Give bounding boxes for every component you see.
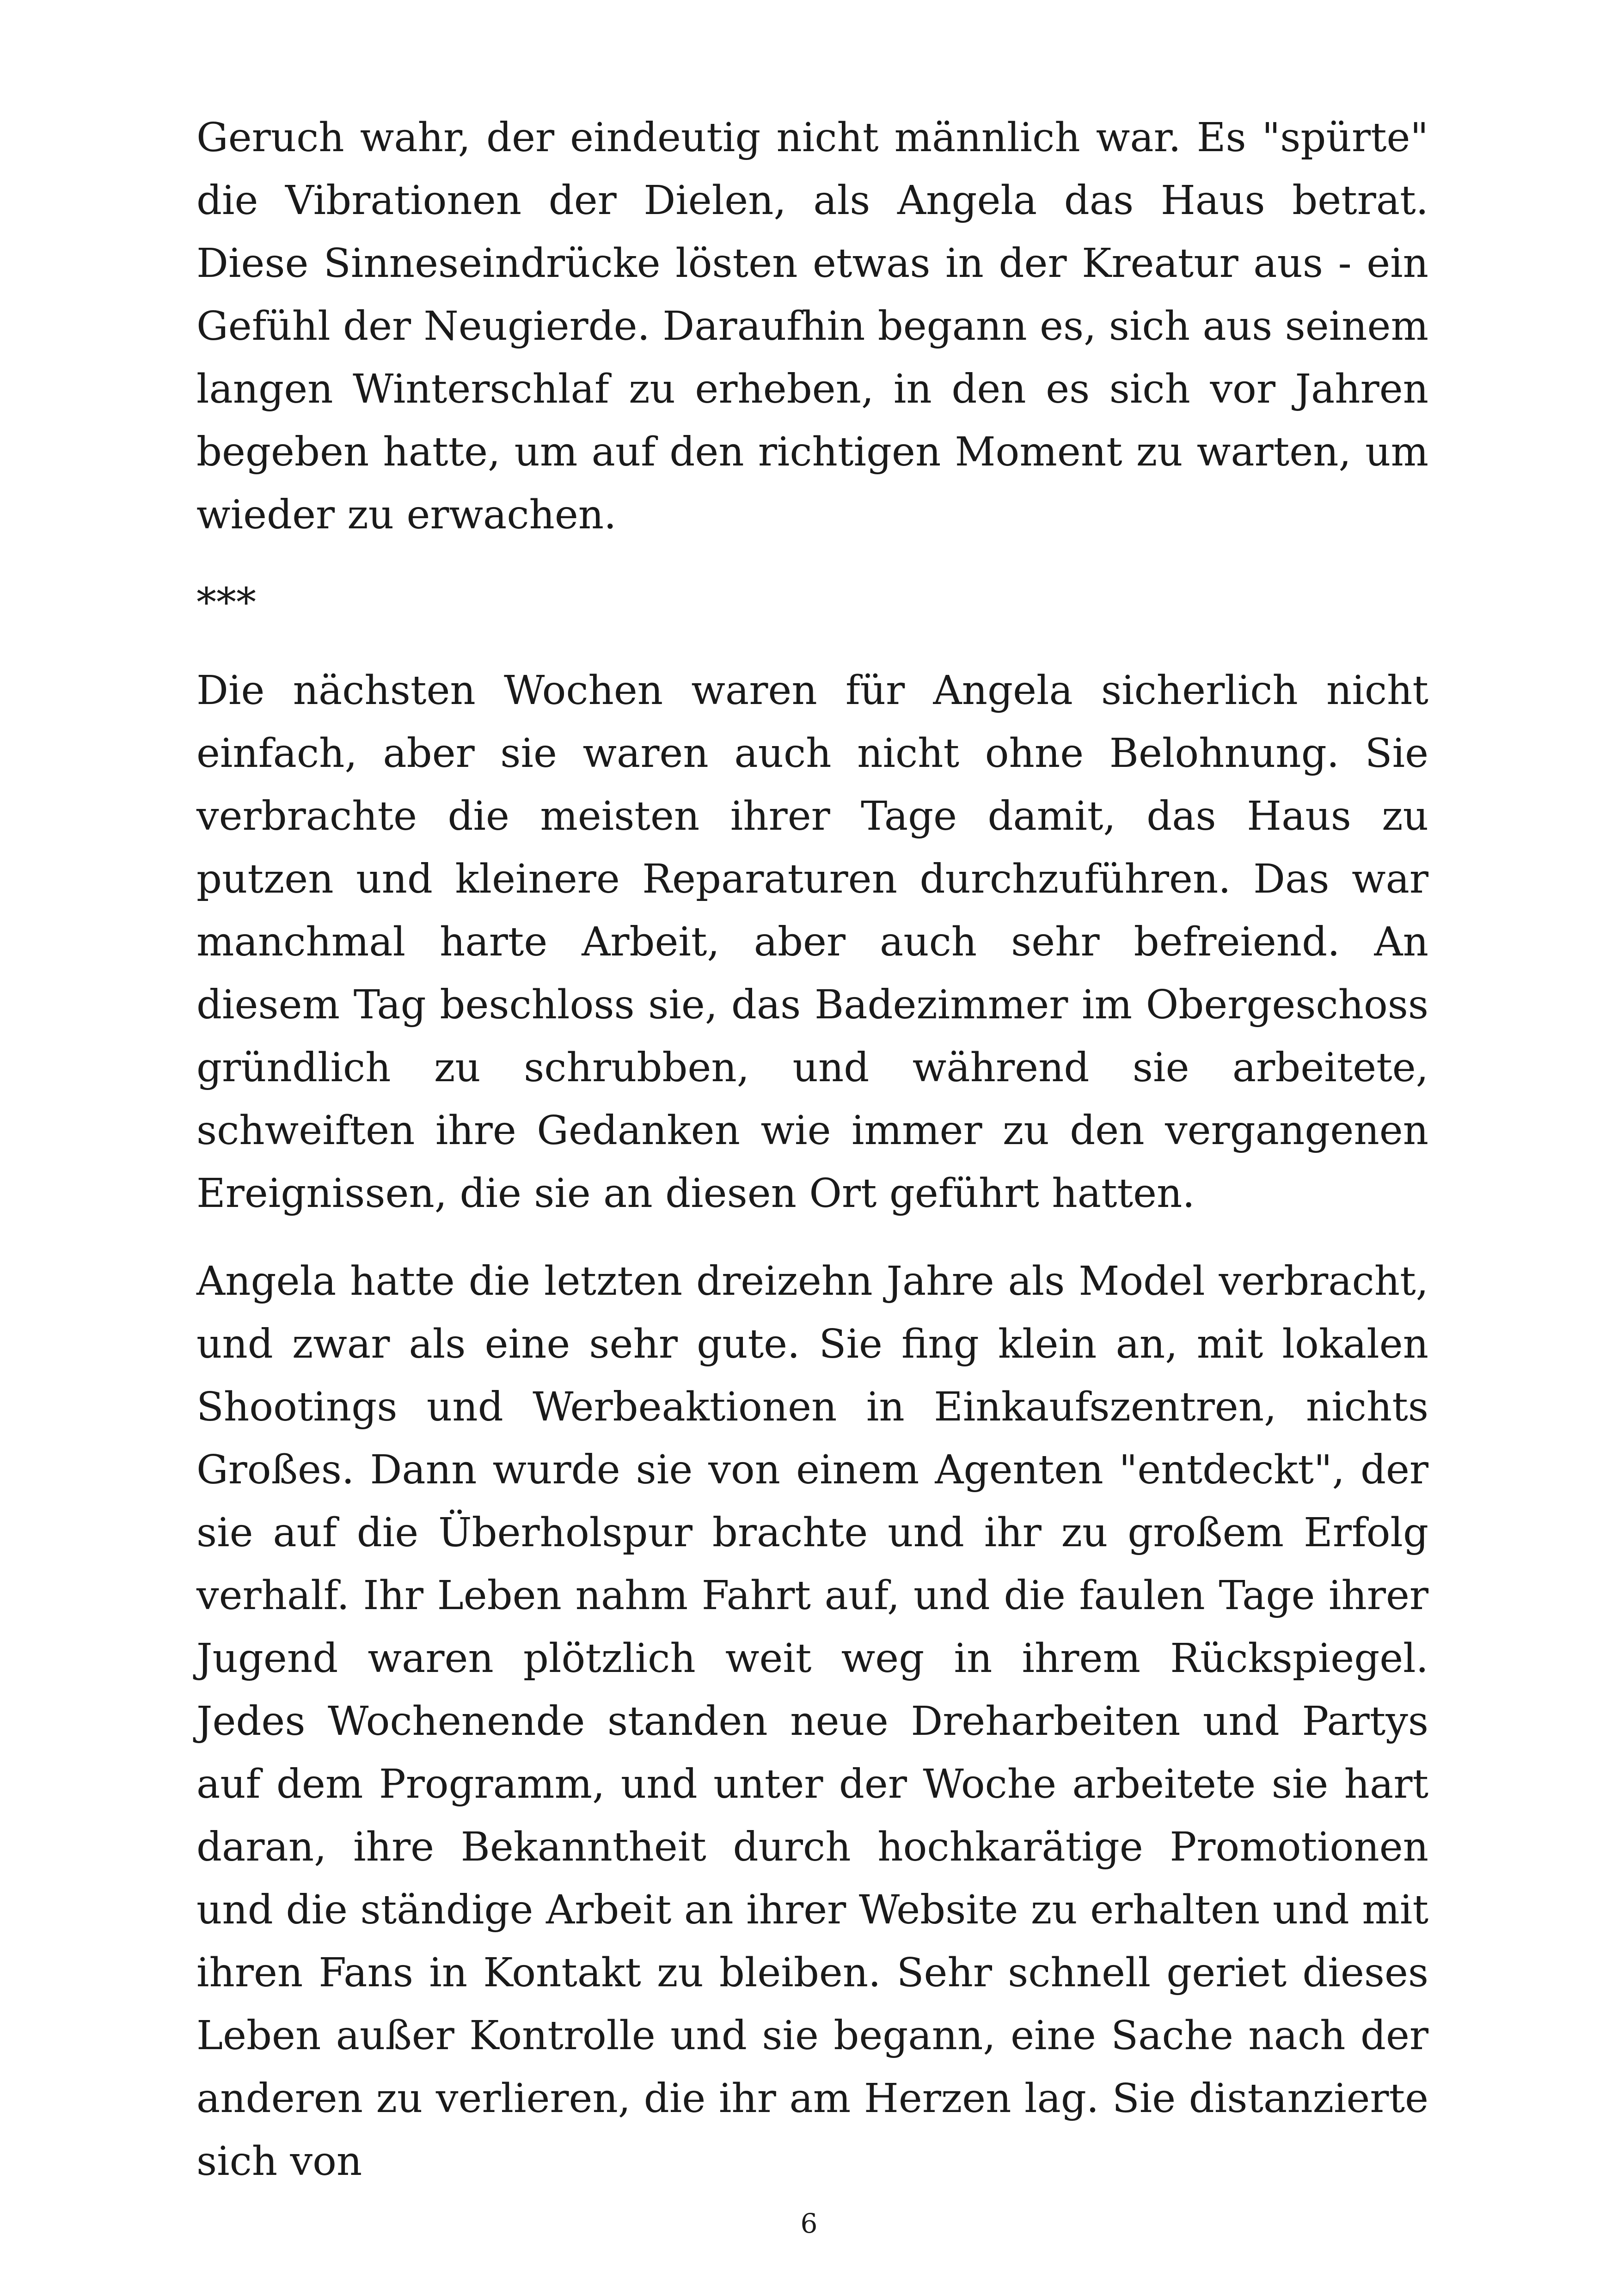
paragraph-3: Angela hatte die letzten dreizehn Jahre als Model verbracht, und zwar als eine sehr gute. Sie fing klein an, mit lokalen Shootings und Werbeaktionen in Einkaufszentren, nichts Großes. Dann wurde sie von einem Agenten "entdeckt", der sie auf die Überholspur brachte und ihr zu großem Erfolg verhalf. Ihr Leben nahm Fahrt auf, und die faulen Tage ihrer Jugend waren plötzlich weit weg in ihrem Rückspiegel. Jedes Wochenende standen neue Dreharbeiten und Partys auf dem Programm, und unter der Woche arbeitete sie hart daran, ihre Bekanntheit durch hochkarätige Promotionen und die ständige Arbeit an ihrer Website zu erhalten und mit ihren Fans in Kontakt zu bleiben. Sehr schnell geriet dieses Leben außer Kontrolle und sie begann, eine Sache nach der anderen zu verlieren, die ihr am Herzen lag. Sie distanzierte sich von (196, 1258, 1428, 2185)
section-separator: *** (196, 580, 256, 626)
paragraph-1: Geruch wahr, der eindeutig nicht männlich war. Es "spürte" die Vibrationen der Dielen, als Angela das Haus betrat. Diese Sinneseindrücke lösten etwas in der Kreatur aus - ein Gefühl der Neugierde. Daraufhin begann es, sich aus seinem langen Winterschlaf zu erheben, in den es sich vor Jahren begeben hatte, um auf den richtigen Moment zu warten, um wieder zu erwachen. (196, 115, 1428, 538)
paragraph-2: Die nächsten Wochen waren für Angela sicherlich nicht einfach, aber sie waren auch nicht ohne Belohnung. Sie verbrachte die meisten ihrer Tage damit, das Haus zu putzen und kleinere Reparaturen durchzuführen. Das war manchmal harte Arbeit, aber auch sehr befreiend. An diesem Tag beschloss sie, das Badezimmer im Obergeschoss gründlich zu schrubben, und während sie arbeitete, schweiften ihre Gedanken wie immer zu den vergangenen Ereignissen, die sie an diesen Ort geführt hatten. (196, 667, 1428, 1217)
body-text (196, 106, 1428, 2218)
page-number: 6 (800, 2208, 818, 2239)
